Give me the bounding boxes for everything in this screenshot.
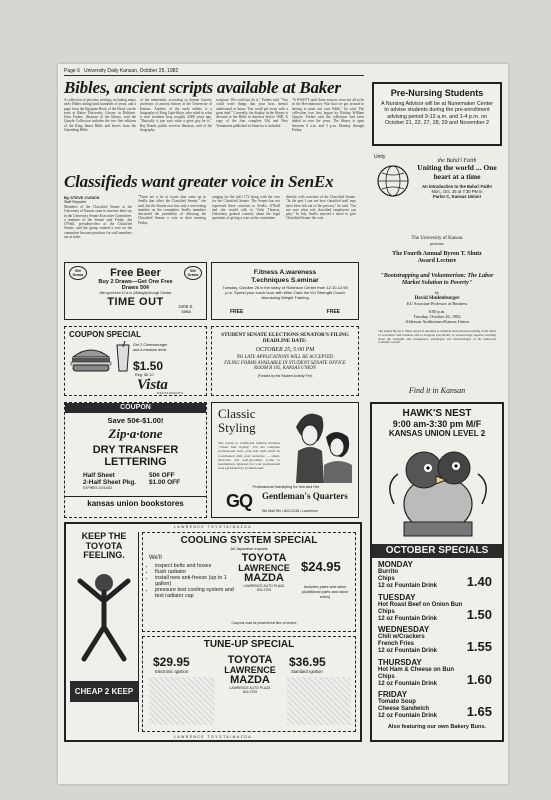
cooling-coupon[interactable] bbox=[142, 532, 356, 632]
election-funded: (Funded by the Student Activity Fee) bbox=[257, 373, 313, 378]
free-beer-line-1: Buy 2 Draws—Get One Free bbox=[98, 279, 173, 285]
page-number: Page 6 bbox=[64, 68, 80, 74]
vista-logo-sub: RESTAURANTS bbox=[157, 391, 184, 395]
dealer-lawrence: LAWRENCE bbox=[238, 563, 290, 573]
special-tuesday bbox=[372, 593, 502, 625]
find-it-line: Find it in Kansan bbox=[408, 386, 466, 395]
cooling-title: COOLING SYSTEM SPECIAL bbox=[180, 535, 318, 546]
cooling-well: We'll bbox=[149, 555, 162, 561]
toyota-ad bbox=[64, 522, 362, 742]
tuneup-standard: Standard Ignition bbox=[291, 669, 323, 674]
bahai-when: Mon., Oct. 25 at 7:30 PM in bbox=[431, 189, 483, 194]
vista-regular: Reg. $2.10 bbox=[135, 373, 154, 377]
cheeseburger-icon bbox=[69, 343, 113, 375]
special-price: 1.55 bbox=[466, 639, 492, 654]
lecture-fine-print: The annual Byron T. Shutz Award is intended to stimulate instructional teaching in the fields of economics and business and is designed specifically to acknowledge superior teaching about the strengths and weaknesses, advantages and disadvantages of the American economic system. bbox=[378, 330, 496, 345]
lecture-title: The Fourth Annual Byron T. Shutz Award Lecture bbox=[392, 251, 482, 264]
zipatone-expires: EXPIRES 10/31/82 bbox=[83, 486, 112, 490]
specials-footer: Also featuring our own Bakery Buns. bbox=[387, 724, 487, 730]
bibles-col-2: of the nineteenth, according to Joanne Garrett, professor of ancient history at the University of Kansas. Another of the early tablets is a biography of King Lipit-Ishtar, who ruled in what is now southern Iraq, roughly 4,000 years ago. "Basically it just says what a great guy he is," Ray Bondi, public services librarian, said of the biography. bbox=[140, 98, 212, 133]
special-day: MONDAY bbox=[378, 560, 413, 569]
models-portrait-icon bbox=[286, 407, 356, 483]
free-beer-line-2: Draws 50¢ bbox=[121, 285, 150, 291]
special-price: 1.50 bbox=[466, 606, 492, 622]
tuneup-price-standard: $36.95 bbox=[289, 655, 326, 669]
badge-right: 50¢ Draws bbox=[184, 266, 202, 280]
tuneup-dealer-sub: LAWRENCE AUTO PLAZA bbox=[229, 686, 271, 690]
tuneup-fine-left bbox=[149, 677, 215, 725]
pre-nursing-body: A Nursing Advisor will be at Nunemaker Center to advise students during the pre-enrollment advising period 9-12 a.m. and 1-4 p.m. on October 21, 22, 27, 28, 29 and November 2 bbox=[380, 101, 494, 127]
cooling-price: $24.95 bbox=[301, 559, 341, 574]
tuneup-dealer-toyota: TOYOTA bbox=[227, 654, 273, 666]
time-out-logo: TIME OUT bbox=[107, 296, 164, 308]
lecture-time: 8:00 p.m. bbox=[428, 309, 446, 314]
bahai-where: Parlor C, Kansas Union! bbox=[433, 194, 481, 199]
special-item: Burrito Chips 12 oz Fountain Drink bbox=[378, 569, 438, 589]
special-friday bbox=[372, 690, 502, 722]
zipatone-save: Save 50¢-$1.00! bbox=[107, 416, 164, 425]
cooling-service-item: • flush radiator bbox=[155, 569, 241, 575]
special-item: Hot Ham & Cheese on Bun Chips 12 oz Fountain Drink bbox=[378, 666, 455, 687]
election-rule-2: FILING FORMS AVAILABLE IN STUDENT SENATE OFFICE ROOM B 105, KANSAS UNION bbox=[224, 360, 346, 372]
gq-body: The return to traditional fashion includes "classic hair styling". For the complete professional look, your hair style must be coordinated with your wardrobe — smart, attractive and well-groomed. Come to Gentleman's Quarters for your professional look performed by professionals. bbox=[218, 441, 280, 471]
special-item: Tomato Soup Cheese Sandwich 12 oz Fountain Drink bbox=[378, 699, 438, 719]
cooling-includes: Includes parts and labor (Additional parts and labor extra) bbox=[301, 584, 349, 599]
toyota-border-top: LAWRENCE TOYOTA/MAZDA bbox=[174, 525, 252, 529]
special-day: TUESDAY bbox=[378, 592, 416, 602]
globe-icon bbox=[374, 162, 412, 200]
jayhawk-mascot-icon bbox=[384, 444, 492, 540]
lecture-speaker: David Shulenburger bbox=[414, 295, 460, 301]
lecture-university: The University of Kansas bbox=[411, 236, 463, 241]
special-day: THURSDAY bbox=[378, 657, 422, 667]
special-day: WEDNESDAY bbox=[378, 625, 430, 634]
dealer-toyota: TOYOTA bbox=[241, 552, 287, 564]
vista-coupon[interactable] bbox=[64, 326, 207, 396]
bahai-intro: An introduction to the Baha'i Faith! bbox=[422, 184, 492, 189]
toyota-border-bottom: LAWRENCE TOYOTA/MAZDA bbox=[174, 735, 252, 739]
election-title: STUDENT SENATE ELECTIONS SENATOR'S FILING DEADLINE DATE- bbox=[221, 332, 349, 344]
bookstore-name: kansas union bookstores bbox=[65, 496, 206, 508]
tuneup-title: TUNE-UP SPECIAL bbox=[203, 639, 295, 650]
classifieds-col-2: "There are a lot of issues that come up in SenEx that affect the Classified Senate," she said, but the Senate now has only a non-voting member on the committee. SenEx members discussed the possibility of allowing the Classified Senate a vote at their meeting Friday. bbox=[138, 195, 206, 225]
tuneup-price-electronic: $29.95 bbox=[153, 655, 190, 669]
tuneup-fine-right bbox=[287, 677, 351, 725]
special-item: Hot Roast Beef on Onion Bun Chips 12 oz Fountain Drink bbox=[378, 601, 463, 622]
lecture-presents: presents bbox=[430, 241, 444, 246]
election-rule-1: NO LATE APPLICATIONS WILL BE ACCEPTED bbox=[236, 355, 334, 360]
zipatone-coupon[interactable] bbox=[64, 402, 207, 518]
paper-dateline: University Daily Kansan, October 25, 1982 bbox=[84, 68, 179, 74]
classifieds-col-4: directly with concerns of the Classified Senate. "In the past I can see how classified staff may have been left out of the process," he said. "I'm not sure what role classified employees can play." In July, SenEx rejected a move to give Classified Senate the vote. bbox=[286, 195, 356, 221]
special-item: Chili w/Crackers French Fries 12 oz Fountain Drink bbox=[378, 634, 438, 654]
fitness-body: Tuesday, October 26 in the lobby of Robinson Center from 12:10-12:50 p.m. Spend your lunch hour with Mike Clark the KU Strength Coach discussing Weight Training bbox=[222, 285, 348, 300]
classifieds-col-1: Members of the Classified Senate at the University of Kansas want to increase their say in the University Senate Executive Committee, a member of the Senate said Friday. Jan O'Neill, president-elect of the Classified Senate, said the group wanted a vote on the committee because positions for staff members are at stake. bbox=[64, 205, 132, 240]
dealer-sub: LAWRENCE AUTO PLAZA bbox=[243, 584, 285, 588]
hawks-nest-ad bbox=[370, 402, 504, 742]
vista-offer: Get 2 Cheeseburger and a medium drink bbox=[133, 343, 168, 352]
gq-ad bbox=[211, 402, 359, 518]
free-beer-ad bbox=[64, 262, 207, 320]
special-monday bbox=[372, 560, 502, 592]
lecture-topic: "Bootstrapping and Volunteerism: The Labor Market Solution to Poverty" bbox=[380, 273, 494, 286]
gq-title: Classic Styling bbox=[218, 406, 256, 435]
lecture-by: by bbox=[434, 290, 440, 295]
special-price: 1.65 bbox=[466, 704, 492, 719]
fitness-ad bbox=[211, 262, 359, 320]
hawks-nest-title: HAWK'S NEST bbox=[402, 408, 472, 419]
vista-logo: Vista bbox=[137, 377, 168, 393]
election-date: OCTOBER 25, 5:00 PM bbox=[255, 347, 315, 353]
lecture-ad bbox=[372, 236, 502, 378]
classifieds-col-3: ranging for the job's 172 along with the vote for the Classified Senate. The Senate has not expressed these concerns to SenEx. O'Neill and she would talk to Vicki Thomas, University general counsel, about the legal questions of giving a vote on the committee. bbox=[212, 195, 280, 221]
newspaper-page bbox=[58, 64, 508, 784]
jumping-man-icon bbox=[74, 569, 134, 669]
vista-price: $1.50 bbox=[133, 359, 164, 373]
cooling-service-item: • inspect belts and hoses bbox=[155, 563, 241, 569]
bahai-name: the Bahá'í Faith bbox=[437, 158, 477, 164]
cooling-coupon-note: Coupons must be presented at time of service bbox=[231, 621, 297, 625]
special-price: 1.40 bbox=[466, 574, 492, 589]
gq-name: Gentleman's Quarters bbox=[262, 491, 348, 501]
drink-cup-icon bbox=[115, 341, 131, 373]
special-day: FRIDAY bbox=[378, 690, 408, 699]
dealer-mazda: MAZDA bbox=[244, 572, 284, 584]
pre-nursing-title: Pre-Nursing Students bbox=[390, 88, 484, 98]
fitness-title: F.itness A.wareness T.echniques S.eminar bbox=[251, 269, 319, 284]
gq-tag: Professional Hairstyling for him and Her bbox=[252, 485, 320, 489]
gq-address: 9th Mall 9th • 843-2138 • Lawrence bbox=[262, 509, 318, 513]
zipatone-logo: Zip·a·tone bbox=[108, 426, 163, 441]
half-sheet-price: 50¢ OFF bbox=[149, 472, 175, 479]
tuneup-coupon[interactable] bbox=[142, 636, 356, 732]
bahai-tagline: Uniting the world ... One heart at a time bbox=[417, 163, 497, 181]
fitness-free-left: FREE bbox=[230, 309, 244, 315]
cheap-2-keep: CHEAP 2 KEEP bbox=[70, 681, 138, 702]
classifieds-headline: Classifieds want greater voice in SenEx bbox=[64, 172, 334, 191]
rule bbox=[64, 75, 364, 76]
byline: By STEVE CUSICK bbox=[64, 195, 100, 200]
cooling-services bbox=[143, 563, 241, 599]
zipatone-label: COUPON bbox=[65, 403, 206, 413]
two-half-sheet-price: $1.00 OFF bbox=[149, 479, 181, 486]
hawks-nest-location: KANSAS UNION LEVEL 2 bbox=[388, 429, 486, 438]
free-beer-title: Free Beer bbox=[110, 267, 161, 279]
tuneup-electronic: Electronic Ignition bbox=[155, 669, 189, 674]
badge-left: 50¢ Draws bbox=[69, 266, 87, 280]
bibles-col-3: scripture. We could not do it," Forbes said. "You could write things that your boss doesn't understand or know. You could get away with a great deal." Currently, the display in the library is devoted to the Bible in America before 1800. A copy of the first complete Old and New Testaments published in America is included. bbox=[216, 98, 288, 128]
byline-role: Staff Reporter bbox=[64, 200, 87, 204]
cooling-service-item: • install new anti-freeze (up to 1 gallon) bbox=[155, 575, 241, 587]
bahai-ad bbox=[372, 152, 502, 230]
bibles-col-1: A collection of precious writings, including many early Bibles dating back hundreds of years, and a page from the Egyptian Book of the Dead, can be seen at Baker University Library in Baldwin. John Forbes, librarian of the library, said the Quayle Collection includes the two first editions of the King James Bible and leaves from the Gutenberg Bible. bbox=[64, 98, 136, 133]
free-beer-fine: offer good from 10 a.m. (Midnight) through October bbox=[99, 291, 172, 295]
special-wednesday bbox=[372, 625, 502, 657]
specials-list bbox=[372, 560, 502, 722]
folio bbox=[64, 68, 178, 74]
dealer-phone: 842-2700 bbox=[256, 588, 272, 592]
special-thursday bbox=[372, 658, 502, 690]
lecture-place: Alderson Auditorium/Kansas Union bbox=[405, 319, 469, 324]
lecture-speaker-role: KU Associate Professor of Business bbox=[406, 301, 468, 306]
time-out-address: 2406 S. Iowa bbox=[178, 304, 194, 314]
hawks-nest-hours: 9:00 am-3:30 pm M/F bbox=[392, 419, 482, 429]
fitness-free-right: FREE bbox=[326, 309, 340, 315]
vista-title: COUPON SPECIAL bbox=[69, 330, 142, 339]
zipatone-product: DRY TRANSFER LETTERING bbox=[92, 444, 179, 468]
bibles-col-4: "It WASN'T until those sources were not all to be in the Revolutionary War that we got around to having to print our own Bible," he said. The collection was first begun by Bishop William Quayle. Forbes said the collection had been added to over the years. The library is open between 8 a.m. and 5 p.m. Monday through Friday. bbox=[292, 98, 364, 133]
lecture-date: Tuesday, October 26, 1982 bbox=[413, 314, 461, 319]
bahai-unity: Unity bbox=[374, 154, 386, 160]
tuneup-dealer-mazda: MAZDA bbox=[230, 674, 270, 686]
pre-nursing-ad bbox=[372, 82, 502, 146]
keep-toyota-feeling: KEEP THE TOYOTA FEELING. bbox=[81, 531, 127, 560]
gq-logo: GQ bbox=[226, 491, 253, 511]
cooling-service-item: • pressure test cooling system and test radiator cap bbox=[155, 587, 241, 599]
bibles-headline: Bibles, ancient scripts available at Baker bbox=[64, 78, 341, 97]
cooling-all-imports: All Japanese imports bbox=[230, 546, 268, 551]
tuneup-dealer-phone: 842-2700 bbox=[242, 690, 258, 694]
half-sheet: Half Sheet bbox=[83, 472, 115, 479]
special-price: 1.60 bbox=[466, 671, 492, 687]
two-half-sheet: 2-Half Sheet Pkg. bbox=[83, 479, 137, 486]
election-ad bbox=[211, 326, 359, 396]
october-specials-title: OCTOBER SPECIALS bbox=[372, 544, 502, 558]
tuneup-dealer-lawrence: LAWRENCE bbox=[224, 665, 276, 675]
